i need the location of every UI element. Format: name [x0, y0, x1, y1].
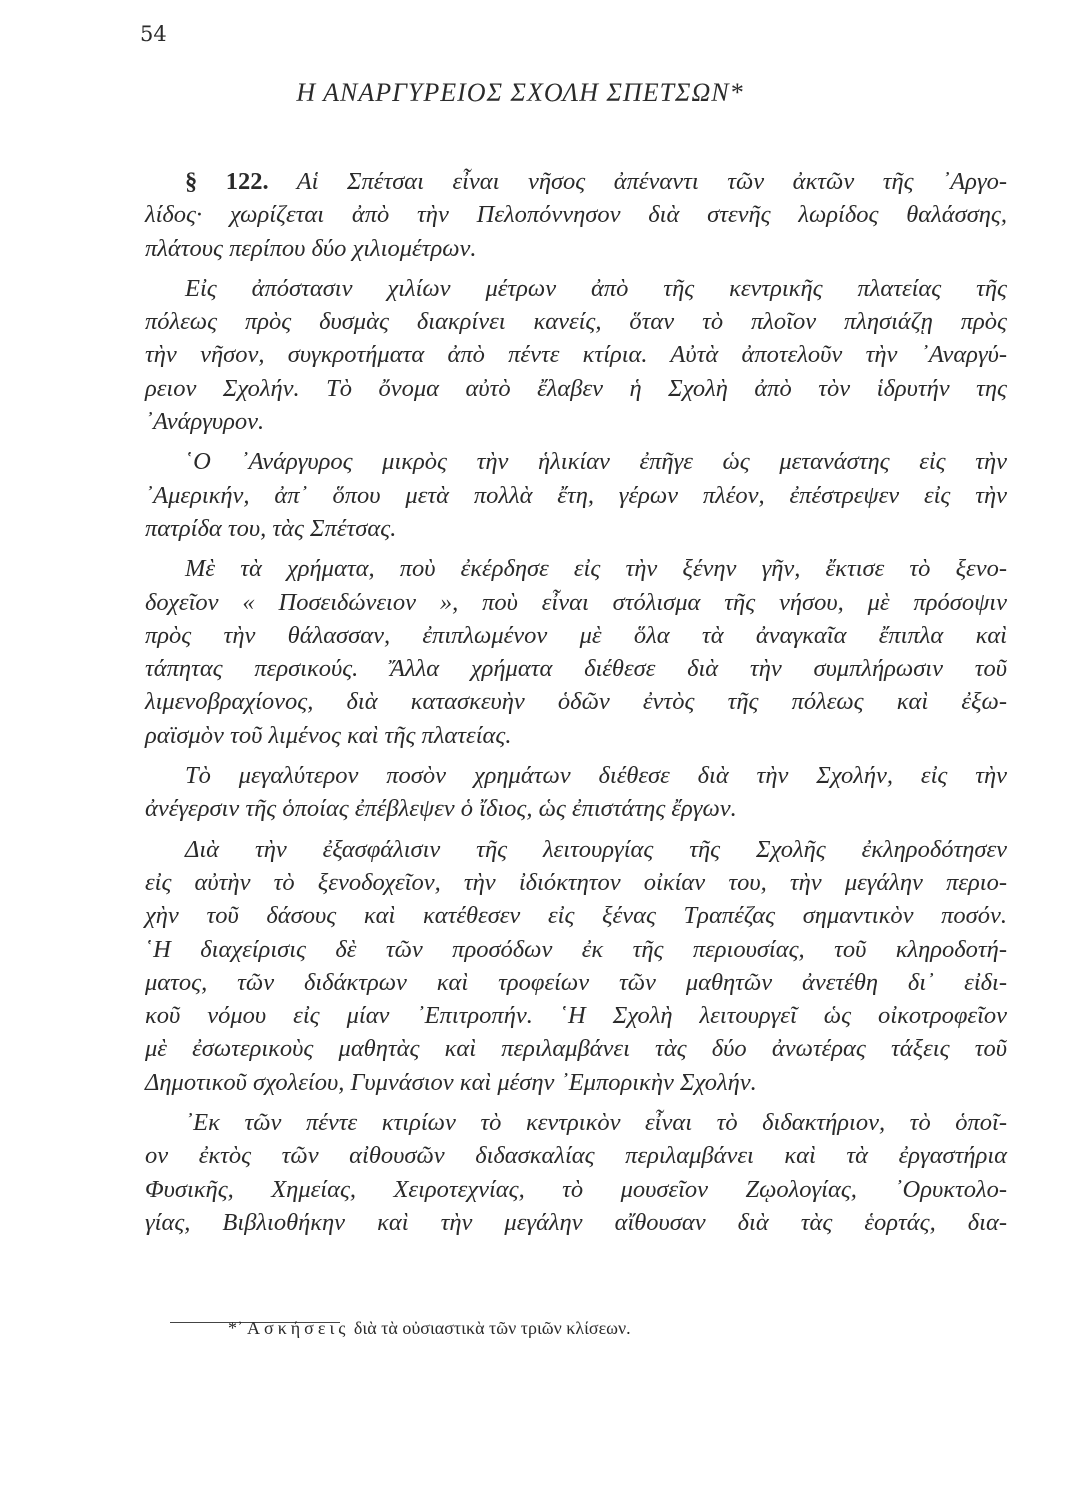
line-text: εἰς αὐτὴν τὸ ξενοδοχεῖον, τὴν ἰδιόκτητον οἰκίαν του, τὴν μεγάλην περιο-: [145, 868, 1007, 896]
line-text: κοῦ νόμου εἰς μίαν ᾿Επιτροπήν. ῾Η Σχολὴ λειτουργεῖ ὡς οἰκοτροφεῖον: [145, 1002, 1007, 1030]
text-line: [145, 999, 1007, 1032]
line-text: ᾿Ανάργυρον.: [145, 408, 265, 436]
paragraph: [145, 759, 1007, 826]
text-line: [145, 1139, 1007, 1172]
line-text: πλάτους περίπου δύο χιλιομέτρων.: [145, 234, 477, 262]
body-text: [145, 165, 1007, 1246]
text-line: [145, 232, 1007, 265]
text-line: [145, 759, 1007, 792]
line-text: Μὲ τὰ χρήματα, ποὺ ἐκέρδησε εἰς τὴν ξένην γῆν, ἔκτισε τὸ ξενο-: [185, 555, 1007, 583]
line-text: ἀνέγερσιν τῆς ὁποίας ἐπέβλεψεν ὁ ἴδιος, ὡς ἐπιστάτης ἔργων.: [145, 795, 737, 823]
page-number: 54: [140, 22, 167, 46]
text-line: [145, 305, 1007, 338]
footnote-marker: *: [228, 1318, 237, 1338]
text-line: [145, 866, 1007, 899]
line-text: γίας, Βιβλιοθήκην καὶ τὴν μεγάλην αἴθουσαν διὰ τὰς ἑορτάς, δια-: [145, 1208, 1007, 1236]
line-text: Τὸ μεγαλύτερον ποσὸν χρημάτων διέθεσε διὰ τὴν Σχολήν, εἰς τὴν: [185, 762, 1007, 790]
line-text: πρὸς τὴν θάλασσαν, ἐπιπλωμένον μὲ ὅλα τὰ ἀναγκαῖα ἔπιπλα καὶ: [145, 621, 1007, 649]
line-text: ρειον Σχολήν. Τὸ ὄνομα αὐτὸ ἔλαβεν ἡ Σχολὴ ἀπὸ τὸν ἱδρυτήν της: [145, 374, 1007, 402]
line-text: ῾Ο ᾿Ανάργυρος μικρὸς τὴν ἡλικίαν ἐπῆγε ὡς μετανάστης εἰς τὴν: [185, 448, 1007, 476]
line-text: Διὰ τὴν ἐξασφάλισιν τῆς λειτουργίας τῆς Σχολῆς ἐκληροδότησεν: [185, 835, 1007, 863]
text-line: [145, 445, 1007, 478]
line-text: ᾿Αμερικήν, ἀπ᾿ ὅπου μετὰ πολλὰ ἔτη, γέρων πλέον, ἐπέστρεψεν εἰς τὴν: [145, 481, 1007, 509]
line-text: λίδος· χωρίζεται ἀπὸ τὴν Πελοπόννησον διὰ στενῆς λωρίδος θαλάσσης,: [145, 201, 1007, 229]
text-line: [145, 405, 1007, 438]
paragraph: [145, 445, 1007, 545]
line-text: ον ἐκτὸς τῶν αἰθουσῶν διδασκαλίας περιλαμβάνει καὶ τὰ ἐργαστήρια: [145, 1142, 1007, 1170]
line-text: δοχεῖον « Ποσειδώνειον », ποὺ εἶναι στόλισμα τῆς νήσου, μὲ πρόσοψιν: [145, 588, 1007, 616]
text-line: [145, 792, 1007, 825]
text-line: [145, 1106, 1007, 1139]
line-text: Εἰς ἀπόστασιν χιλίων μέτρων ἀπὸ τῆς κεντρικῆς πλατείας τῆς: [185, 274, 1007, 302]
text-line: [145, 685, 1007, 718]
line-text: χὴν τοῦ δάσους καὶ κατέθεσεν εἰς ξένας Τραπέζας σημαντικὸν ποσόν.: [145, 902, 1007, 930]
text-line: [145, 552, 1007, 585]
footnote-text: διὰ τὰ οὐσιαστικὰ τῶν τριῶν κλίσεων.: [353, 1318, 631, 1338]
line-text: ραϊσμὸν τοῦ λιμένος καὶ τῆς πλατείας.: [145, 721, 512, 749]
paragraph: [145, 272, 1007, 438]
text-line: [145, 899, 1007, 932]
text-line: [145, 833, 1007, 866]
text-line: [145, 1032, 1007, 1065]
text-line: [145, 165, 1007, 198]
section-number: § 122.: [185, 168, 269, 195]
line-text: πόλεως πρὸς δυσμὰς διακρίνει κανείς, ὅταν τὸ πλοῖον πλησιάζῃ πρὸς: [145, 308, 1007, 336]
text-line: [145, 966, 1007, 999]
text-line: [145, 198, 1007, 231]
line-text: ῾Η διαχείρισις δὲ τῶν προσόδων ἐκ τῆς περιουσίας, τοῦ κληροδοτή-: [145, 935, 1007, 963]
paragraph: [145, 552, 1007, 752]
footnote-spaced-word: ᾿Ασκήσεις: [237, 1318, 350, 1338]
line-text: μὲ ἐσωτερικοὺς μαθητὰς καὶ περιλαμβάνει τὰς δύο ἀνωτέρας τάξεις τοῦ: [145, 1035, 1007, 1063]
text-line: [145, 512, 1007, 545]
line-text: ματος, τῶν διδάκτρων καὶ τροφείων τῶν μαθητῶν ἀνετέθη δι᾿ εἰδι-: [145, 968, 1007, 996]
text-line: [145, 1173, 1007, 1206]
line-text: ᾿Εκ τῶν πέντε κτιρίων τὸ κεντρικὸν εἶναι τὸ διδακτήριον, τὸ ὁποῖ-: [185, 1109, 1007, 1137]
text-line: [145, 479, 1007, 512]
text-line: [145, 1206, 1007, 1239]
text-line: [145, 933, 1007, 966]
line-text: Φυσικῆς, Χημείας, Χειροτεχνίας, τὸ μουσεῖον Ζῳολογίας, ᾿Ορυκτολο-: [145, 1175, 1007, 1203]
line-text: λιμενοβραχίονος, διὰ κατασκευὴν ὁδῶν ἐντὸς τῆς πόλεως καὶ ἐξω-: [145, 688, 1007, 716]
text-line: [145, 619, 1007, 652]
text-line: [145, 372, 1007, 405]
text-line: [145, 272, 1007, 305]
text-line: [145, 1066, 1007, 1099]
line-text: Αἱ Σπέτσαι εἶναι νῆσος ἀπέναντι τῶν ἀκτῶν τῆς ᾿Αργο-: [296, 168, 1008, 195]
text-line: [145, 586, 1007, 619]
text-line: [145, 338, 1007, 371]
chapter-title: Η ΑΝΑΡΓΥΡΕΙΟΣ ΣΧΟΛΗ ΣΠΕΤΣΩΝ*: [296, 78, 744, 107]
paragraph: [145, 165, 1007, 265]
paragraph: [145, 1106, 1007, 1239]
text-line: [145, 652, 1007, 685]
line-text: Δημοτικοῦ σχολείου, Γυμνάσιον καὶ μέσην ᾿Εμπορικὴν Σχολήν.: [145, 1068, 757, 1096]
paragraph: [145, 833, 1007, 1099]
footnote: [228, 1318, 631, 1339]
text-line: [145, 719, 1007, 752]
line-text: τὴν νῆσον, συγκροτήματα ἀπὸ πέντε κτίρια. Αὐτὰ ἀποτελοῦν τὴν ᾿Αναργύ-: [145, 341, 1007, 369]
line-text: τάπητας περσικούς. Ἄλλα χρήματα διέθεσε διὰ τὴν συμπλήρωσιν τοῦ: [145, 655, 1007, 683]
line-text: πατρίδα του, τὰς Σπέτσας.: [145, 514, 397, 542]
